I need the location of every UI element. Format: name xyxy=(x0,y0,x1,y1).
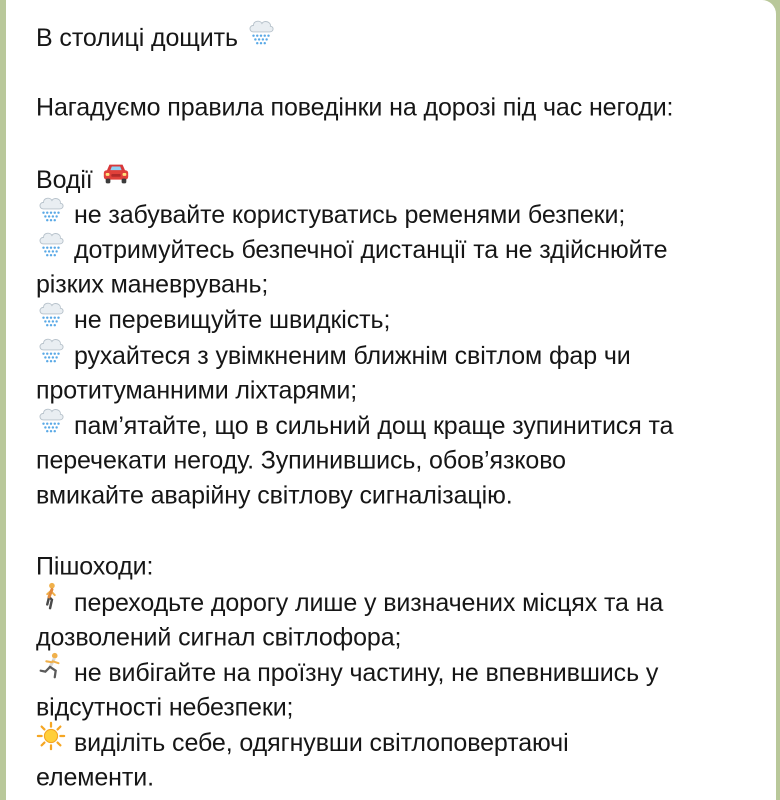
drivers-rule-1: не забувайте користуватись ременями безпеки; xyxy=(36,195,625,231)
drivers-rule-4: рухайтеся з увімкненим ближнім світлом фар чи xyxy=(36,336,631,372)
car-icon xyxy=(101,158,131,198)
message-title xyxy=(36,18,276,54)
pedestrians-rule-3: виділіть себе, одягнувши світлоповертаючі xyxy=(36,723,569,759)
pedestrians-rule-2: не вибігайте на проїзну частину, не впевнившись у xyxy=(36,653,658,689)
pedestrians-rule-3-cont: елементи. xyxy=(36,763,154,792)
person-walking-icon xyxy=(36,581,66,621)
pedestrians-rule-1: переходьте дорогу лише у визначених місцях та на xyxy=(36,583,663,619)
drivers-rule-5-cont-2: вмикайте аварійну світлову сигналізацію. xyxy=(36,481,513,510)
message-title-text: В столиці дощить xyxy=(36,24,238,52)
cloud-with-rain-icon xyxy=(36,334,66,374)
cloud-with-rain-icon xyxy=(36,404,66,444)
sun-icon xyxy=(36,721,66,761)
pedestrians-rule-2-cont: відсутності небезпеки; xyxy=(36,693,294,722)
person-running-icon xyxy=(36,651,66,691)
drivers-heading: Водії xyxy=(36,160,131,196)
message-bubble xyxy=(6,0,776,800)
drivers-rule-2: дотримуйтесь безпечної дистанції та не здійснюйте xyxy=(36,230,667,266)
pedestrians-rule-1-cont: дозволений сигнал світлофора; xyxy=(36,623,402,652)
drivers-rule-5-cont-1: перечекати негоду. Зупинившись, обов’язково xyxy=(36,446,566,475)
drivers-rule-5: пам’ятайте, що в сильний дощ краще зупинитися та xyxy=(36,406,673,442)
cloud-with-rain-icon xyxy=(36,228,66,268)
drivers-rule-3: не перевищуйте швидкість; xyxy=(36,300,390,336)
cloud-with-rain-icon xyxy=(36,298,66,338)
drivers-rule-2-cont: різких маневрувань; xyxy=(36,270,269,299)
pedestrians-heading: Пішоходи: xyxy=(36,552,154,581)
drivers-rule-4-cont: протитуманними ліхтарями; xyxy=(36,376,358,405)
cloud-with-rain-icon xyxy=(246,16,276,56)
cloud-with-rain-icon xyxy=(36,193,66,233)
message-intro: Нагадуємо правила поведінки на дорозі під час негоди: xyxy=(36,93,674,122)
